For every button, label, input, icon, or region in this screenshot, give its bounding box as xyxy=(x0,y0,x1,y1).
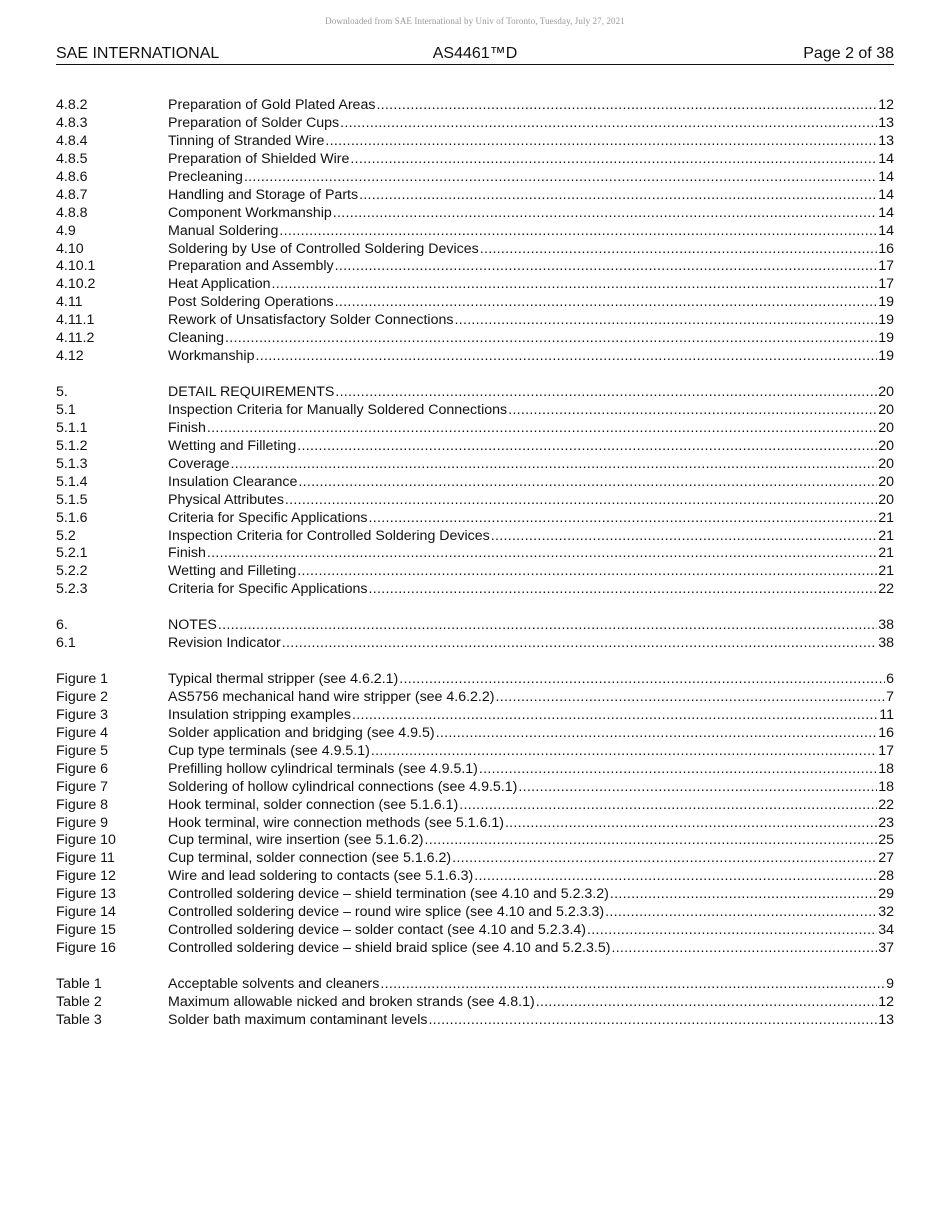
toc-entry[interactable] xyxy=(56,474,894,492)
toc-entry-number: 4.8.4 xyxy=(56,132,88,149)
toc-entry-number: Table 3 xyxy=(56,1011,102,1028)
dot-leader xyxy=(536,994,878,1012)
toc-entry-title: Cup type terminals (see 4.9.5.1) xyxy=(168,742,370,759)
toc-group xyxy=(56,97,894,366)
toc-entry[interactable] xyxy=(56,276,894,294)
toc-entry-title: Insulation Clearance xyxy=(168,473,298,490)
dot-leader xyxy=(425,832,878,850)
toc-entry-page: 25 xyxy=(878,832,894,849)
dot-leader xyxy=(359,187,877,205)
toc-entry-page: 34 xyxy=(878,922,894,939)
dot-leader xyxy=(610,886,877,904)
dot-leader xyxy=(335,384,877,402)
dot-leader xyxy=(505,815,877,833)
toc-entry-page: 27 xyxy=(878,850,894,867)
document-number: AS4461™D xyxy=(432,45,518,62)
toc-entry-title: Maximum allowable nicked and broken strands (see 4.8.1) xyxy=(168,993,535,1010)
toc-entry[interactable] xyxy=(56,312,894,330)
toc-entry[interactable] xyxy=(56,241,894,259)
toc-entry-number: 4.11.1 xyxy=(56,312,95,329)
toc-entry[interactable] xyxy=(56,689,894,707)
toc-entry-title: Coverage xyxy=(168,455,230,472)
toc-entry-title: Controlled soldering device – round wire splice (see 4.10 and 5.2.3.3) xyxy=(168,904,605,921)
toc-entry-title: Revision Indicator xyxy=(168,635,281,652)
toc-entry[interactable] xyxy=(56,1012,894,1030)
dot-leader xyxy=(611,940,877,958)
toc-entry[interactable] xyxy=(56,581,894,599)
toc-entry-page: 14 xyxy=(878,204,894,221)
toc-entry-page: 20 xyxy=(878,491,894,508)
toc-entry-title: Solder bath maximum contaminant levels xyxy=(168,1011,428,1028)
toc-entry-title: Cleaning xyxy=(168,330,225,347)
dot-leader xyxy=(376,97,877,115)
toc-entry[interactable] xyxy=(56,510,894,528)
toc-entry-number: Figure 16 xyxy=(56,940,116,957)
dot-leader xyxy=(605,904,877,922)
toc-entry-page: 21 xyxy=(878,563,894,580)
toc-entry[interactable] xyxy=(56,886,894,904)
toc-entry[interactable] xyxy=(56,348,894,366)
toc-entry[interactable] xyxy=(56,420,894,438)
toc-entry-number: 5.1 xyxy=(56,401,76,418)
toc-entry[interactable] xyxy=(56,187,894,205)
toc-entry-title: Heat Application xyxy=(168,276,271,293)
toc-entry[interactable] xyxy=(56,456,894,474)
toc-entry-number: 4.10 xyxy=(56,240,84,257)
toc-entry-title: Prefilling hollow cylindrical terminals (see 4.9.5.1) xyxy=(168,760,478,777)
toc-entry-number: 5.1.1 xyxy=(56,419,88,436)
toc-entry-page: 18 xyxy=(878,760,894,777)
toc-entry[interactable] xyxy=(56,815,894,833)
toc-entry[interactable] xyxy=(56,994,894,1012)
toc-entry-title: Workmanship xyxy=(168,348,255,365)
dot-leader xyxy=(491,528,877,546)
toc-entry[interactable] xyxy=(56,330,894,348)
toc-entry-page: 20 xyxy=(878,473,894,490)
dot-leader xyxy=(255,348,877,366)
dot-leader xyxy=(454,312,877,330)
dot-leader xyxy=(218,617,877,635)
toc-entry-page: 22 xyxy=(878,581,894,598)
toc-entry-number: Figure 5 xyxy=(56,742,109,759)
toc-entry[interactable] xyxy=(56,563,894,581)
toc-entry[interactable] xyxy=(56,545,894,563)
toc-entry[interactable] xyxy=(56,671,894,689)
toc-entry-page: 19 xyxy=(878,348,894,365)
dot-leader xyxy=(297,563,877,581)
dot-leader xyxy=(244,169,877,187)
toc-entry-number: 5.1.3 xyxy=(56,455,88,472)
toc-entry-title: Wetting and Filleting xyxy=(168,437,297,454)
toc-entry-page: 17 xyxy=(878,258,894,275)
toc-entry-number: 5.2.1 xyxy=(56,545,88,562)
toc-entry[interactable] xyxy=(56,223,894,241)
dot-leader xyxy=(340,115,877,133)
toc-entry-number: 4.11 xyxy=(56,294,83,311)
toc-spacer xyxy=(56,366,894,384)
toc-entry-title: Inspection Criteria for Manually Soldered Connections xyxy=(168,401,508,418)
toc-entry-title: Typical thermal stripper (see 4.6.2.1) xyxy=(168,671,399,687)
toc-entry[interactable] xyxy=(56,940,894,958)
toc-entry-number: 4.11.2 xyxy=(56,330,95,347)
toc-entry[interactable] xyxy=(56,528,894,546)
toc-entry[interactable] xyxy=(56,384,894,402)
toc-entry-title: Post Soldering Operations xyxy=(168,294,334,311)
toc-entry-number: 4.8.5 xyxy=(56,150,88,167)
toc-entry-title: Finish xyxy=(168,419,206,436)
toc-entry-number: 4.10.2 xyxy=(56,276,96,293)
toc-entry-number: Figure 1 xyxy=(56,671,109,687)
toc-entry-page: 19 xyxy=(878,312,894,329)
dot-leader xyxy=(428,1012,877,1030)
toc-entry-page: 14 xyxy=(878,222,894,239)
toc-entry-number: Figure 2 xyxy=(56,688,109,705)
dot-leader xyxy=(474,868,877,886)
toc-entry[interactable] xyxy=(56,402,894,420)
toc-entry-number: Figure 13 xyxy=(56,886,116,903)
toc-entry-title: Rework of Unsatisfactory Solder Connections xyxy=(168,312,454,329)
toc-entry[interactable] xyxy=(56,133,894,151)
dot-leader xyxy=(399,671,885,689)
toc-entry-page: 14 xyxy=(878,186,894,203)
toc-entry-number: Figure 15 xyxy=(56,922,116,939)
toc-entry-title: Soldering of hollow cylindrical connections (see 4.9.5.1) xyxy=(168,778,518,795)
dot-leader xyxy=(225,330,877,348)
toc-entry-page: 17 xyxy=(878,276,894,293)
page-header xyxy=(56,44,894,65)
toc-entry-number: 4.12 xyxy=(56,348,84,365)
toc-spacer xyxy=(56,653,894,671)
toc-entry[interactable] xyxy=(56,904,894,922)
dot-leader xyxy=(479,761,877,779)
dot-leader xyxy=(350,151,877,169)
organization-name: SAE INTERNATIONAL xyxy=(56,45,220,62)
toc-entry-page: 29 xyxy=(878,886,894,903)
toc-entry-number: 5.1.4 xyxy=(56,473,88,490)
toc-entry-title: Precleaning xyxy=(168,168,243,185)
toc-entry[interactable] xyxy=(56,438,894,456)
dot-leader xyxy=(518,779,877,797)
dot-leader xyxy=(369,510,878,528)
toc-entry-page: 21 xyxy=(878,527,894,544)
dot-leader xyxy=(282,635,877,653)
list-of-tables xyxy=(56,976,894,1030)
toc-entry-number: Table 1 xyxy=(56,975,102,992)
toc-entry-title: Soldering by Use of Controlled Soldering Devices xyxy=(168,240,479,257)
dot-leader xyxy=(452,850,877,868)
toc-entry-title: Finish xyxy=(168,545,206,562)
dot-leader xyxy=(207,545,877,563)
toc-entry[interactable] xyxy=(56,617,894,635)
toc-entry-number: 5. xyxy=(56,384,68,400)
toc-entry-page: 7 xyxy=(886,688,894,705)
toc-entry-page: 16 xyxy=(878,724,894,741)
toc-entry-title: Solder application and bridging (see 4.9.5) xyxy=(168,724,435,741)
toc-entry-number: Table 2 xyxy=(56,993,102,1010)
toc-entry-page: 28 xyxy=(878,868,894,885)
download-watermark: Downloaded from SAE International by Univ of Toronto, Tuesday, July 27, 2021 xyxy=(325,16,625,26)
toc-entry-page: 32 xyxy=(878,904,894,921)
toc-entry-title: Physical Attributes xyxy=(168,491,284,508)
toc-entry[interactable] xyxy=(56,492,894,510)
toc-entry-page: 9 xyxy=(886,975,894,992)
dot-leader xyxy=(459,797,877,815)
toc-entry-title: Wetting and Filleting xyxy=(168,563,297,580)
toc-entry-page: 20 xyxy=(878,455,894,472)
toc-entry[interactable] xyxy=(56,115,894,133)
toc-entry-title: Preparation of Shielded Wire xyxy=(168,150,350,167)
toc-entry-number: 4.8.6 xyxy=(56,168,88,185)
dot-leader xyxy=(480,241,878,259)
toc-entry-page: 37 xyxy=(878,940,894,957)
dot-leader xyxy=(371,743,877,761)
toc-entry-title: Insulation stripping examples xyxy=(168,706,351,723)
table-of-contents xyxy=(56,97,894,1030)
toc-entry-number: 6. xyxy=(56,617,68,634)
toc-entry-title: Criteria for Specific Applications xyxy=(168,509,368,526)
toc-entry[interactable] xyxy=(56,832,894,850)
toc-entry-title: Handling and Storage of Parts xyxy=(168,186,359,203)
toc-entry[interactable] xyxy=(56,779,894,797)
dot-leader xyxy=(279,223,877,241)
toc-entry-title: Inspection Criteria for Controlled Soldering Devices xyxy=(168,527,490,544)
toc-entry-number: 6.1 xyxy=(56,635,76,652)
dot-leader xyxy=(325,133,877,151)
toc-spacer xyxy=(56,599,894,617)
toc-entry[interactable] xyxy=(56,294,894,312)
dot-leader xyxy=(333,205,877,223)
toc-entry-number: 4.9 xyxy=(56,222,76,239)
toc-entry-page: 23 xyxy=(878,814,894,831)
toc-entry-title: Tinning of Stranded Wire xyxy=(168,132,325,149)
toc-entry[interactable] xyxy=(56,97,894,115)
toc-entry-title: Controlled soldering device – solder contact (see 4.10 and 5.2.3.4) xyxy=(168,922,586,939)
toc-entry-page: 38 xyxy=(878,617,894,634)
page-indicator: Page 2 of 38 xyxy=(803,45,894,62)
toc-entry-page: 6 xyxy=(886,671,894,687)
dot-leader xyxy=(231,456,878,474)
toc-entry[interactable] xyxy=(56,868,894,886)
toc-entry-number: Figure 8 xyxy=(56,796,109,813)
toc-entry[interactable] xyxy=(56,725,894,743)
toc-entry-title: Preparation of Gold Plated Areas xyxy=(168,97,376,113)
dot-leader xyxy=(335,294,878,312)
toc-entry-title: Criteria for Specific Applications xyxy=(168,581,368,598)
toc-entry[interactable] xyxy=(56,205,894,223)
toc-entry-page: 20 xyxy=(878,419,894,436)
toc-entry[interactable] xyxy=(56,743,894,761)
toc-entry-title: Preparation of Solder Cups xyxy=(168,114,340,131)
toc-entry-number: 5.1.2 xyxy=(56,437,88,454)
toc-entry-number: 5.1.6 xyxy=(56,509,88,526)
dot-leader xyxy=(508,402,877,420)
toc-entry-number: Figure 14 xyxy=(56,904,116,921)
toc-entry-page: 14 xyxy=(878,168,894,185)
dot-leader xyxy=(496,689,886,707)
toc-entry-number: 5.2.3 xyxy=(56,581,88,598)
toc-entry-number: 4.8.2 xyxy=(56,97,88,113)
toc-entry-page: 17 xyxy=(878,742,894,759)
toc-entry-page: 21 xyxy=(878,545,894,562)
toc-entry[interactable] xyxy=(56,797,894,815)
toc-entry-page: 12 xyxy=(878,993,894,1010)
toc-entry-number: Figure 3 xyxy=(56,706,109,723)
dot-leader xyxy=(207,420,877,438)
toc-entry-title: Controlled soldering device – shield braid splice (see 4.10 and 5.2.3.5) xyxy=(168,940,611,957)
toc-entry-title: Cup terminal, wire insertion (see 5.1.6.2) xyxy=(168,832,424,849)
toc-entry-title: Acceptable solvents and cleaners xyxy=(168,975,380,992)
dot-leader xyxy=(380,976,885,994)
toc-entry-title: Controlled soldering device – shield termination (see 4.10 and 5.2.3.2) xyxy=(168,886,609,903)
toc-entry-number: 5.1.5 xyxy=(56,491,88,508)
dot-leader xyxy=(587,922,877,940)
toc-entry-number: Figure 7 xyxy=(56,778,109,795)
toc-entry-number: Figure 6 xyxy=(56,760,109,777)
toc-entry-page: 13 xyxy=(878,132,894,149)
toc-group xyxy=(56,384,894,599)
toc-entry-page: 11 xyxy=(879,706,894,723)
toc-group xyxy=(56,617,894,653)
toc-entry-page: 13 xyxy=(878,1011,894,1028)
toc-entry[interactable] xyxy=(56,850,894,868)
dot-leader xyxy=(285,492,877,510)
list-of-figures xyxy=(56,671,894,958)
toc-entry-page: 14 xyxy=(878,150,894,167)
toc-entry-title: Manual Soldering xyxy=(168,222,279,239)
dot-leader xyxy=(272,276,878,294)
dot-leader xyxy=(297,438,877,456)
toc-entry-title: DETAIL REQUIREMENTS xyxy=(168,384,335,400)
toc-entry-page: 12 xyxy=(878,97,894,113)
dot-leader xyxy=(298,474,877,492)
toc-entry-number: Figure 9 xyxy=(56,814,109,831)
toc-entry-title: Cup terminal, solder connection (see 5.1.6.2) xyxy=(168,850,452,867)
toc-entry-page: 19 xyxy=(878,294,894,311)
toc-entry-title: Wire and lead soldering to contacts (see 5.1.6.3) xyxy=(168,868,474,885)
toc-entry-number: 4.8.8 xyxy=(56,204,88,221)
toc-entry-title: Component Workmanship xyxy=(168,204,332,221)
toc-entry[interactable] xyxy=(56,635,894,653)
toc-entry-page: 22 xyxy=(878,796,894,813)
toc-entry-number: 5.2 xyxy=(56,527,76,544)
toc-entry-page: 19 xyxy=(878,330,894,347)
dot-leader xyxy=(436,725,878,743)
toc-entry-page: 13 xyxy=(878,114,894,131)
toc-entry-number: 5.2.2 xyxy=(56,563,88,580)
toc-entry-title: Preparation and Assembly xyxy=(168,258,334,275)
dot-leader xyxy=(369,581,878,599)
toc-entry[interactable] xyxy=(56,151,894,169)
dot-leader xyxy=(335,258,878,276)
toc-entry-page: 20 xyxy=(878,401,894,418)
toc-entry[interactable] xyxy=(56,761,894,779)
toc-entry[interactable] xyxy=(56,169,894,187)
toc-entry-title: AS5756 mechanical hand wire stripper (see 4.6.2.2) xyxy=(168,688,495,705)
toc-entry-title: Hook terminal, solder connection (see 5.1.6.1) xyxy=(168,796,459,813)
toc-entry-number: Figure 10 xyxy=(56,832,116,849)
toc-entry-page: 38 xyxy=(878,635,894,652)
toc-entry-number: 4.8.7 xyxy=(56,186,88,203)
toc-entry-page: 20 xyxy=(878,437,894,454)
toc-entry-page: 20 xyxy=(878,384,894,400)
toc-entry-page: 21 xyxy=(878,509,894,526)
toc-entry-number: 4.8.3 xyxy=(56,114,88,131)
toc-spacer xyxy=(56,958,894,976)
toc-entry-page: 16 xyxy=(878,240,894,257)
toc-entry-title: NOTES xyxy=(168,617,217,634)
dot-leader xyxy=(352,707,878,725)
toc-entry-number: Figure 11 xyxy=(56,850,115,867)
toc-entry-number: Figure 12 xyxy=(56,868,116,885)
toc-entry[interactable] xyxy=(56,258,894,276)
toc-entry-page: 18 xyxy=(878,778,894,795)
toc-entry-number: Figure 4 xyxy=(56,724,109,741)
toc-entry-title: Hook terminal, wire connection methods (see 5.1.6.1) xyxy=(168,814,504,831)
toc-entry[interactable] xyxy=(56,707,894,725)
toc-entry[interactable] xyxy=(56,922,894,940)
toc-entry-number: 4.10.1 xyxy=(56,258,96,275)
toc-entry[interactable] xyxy=(56,976,894,994)
